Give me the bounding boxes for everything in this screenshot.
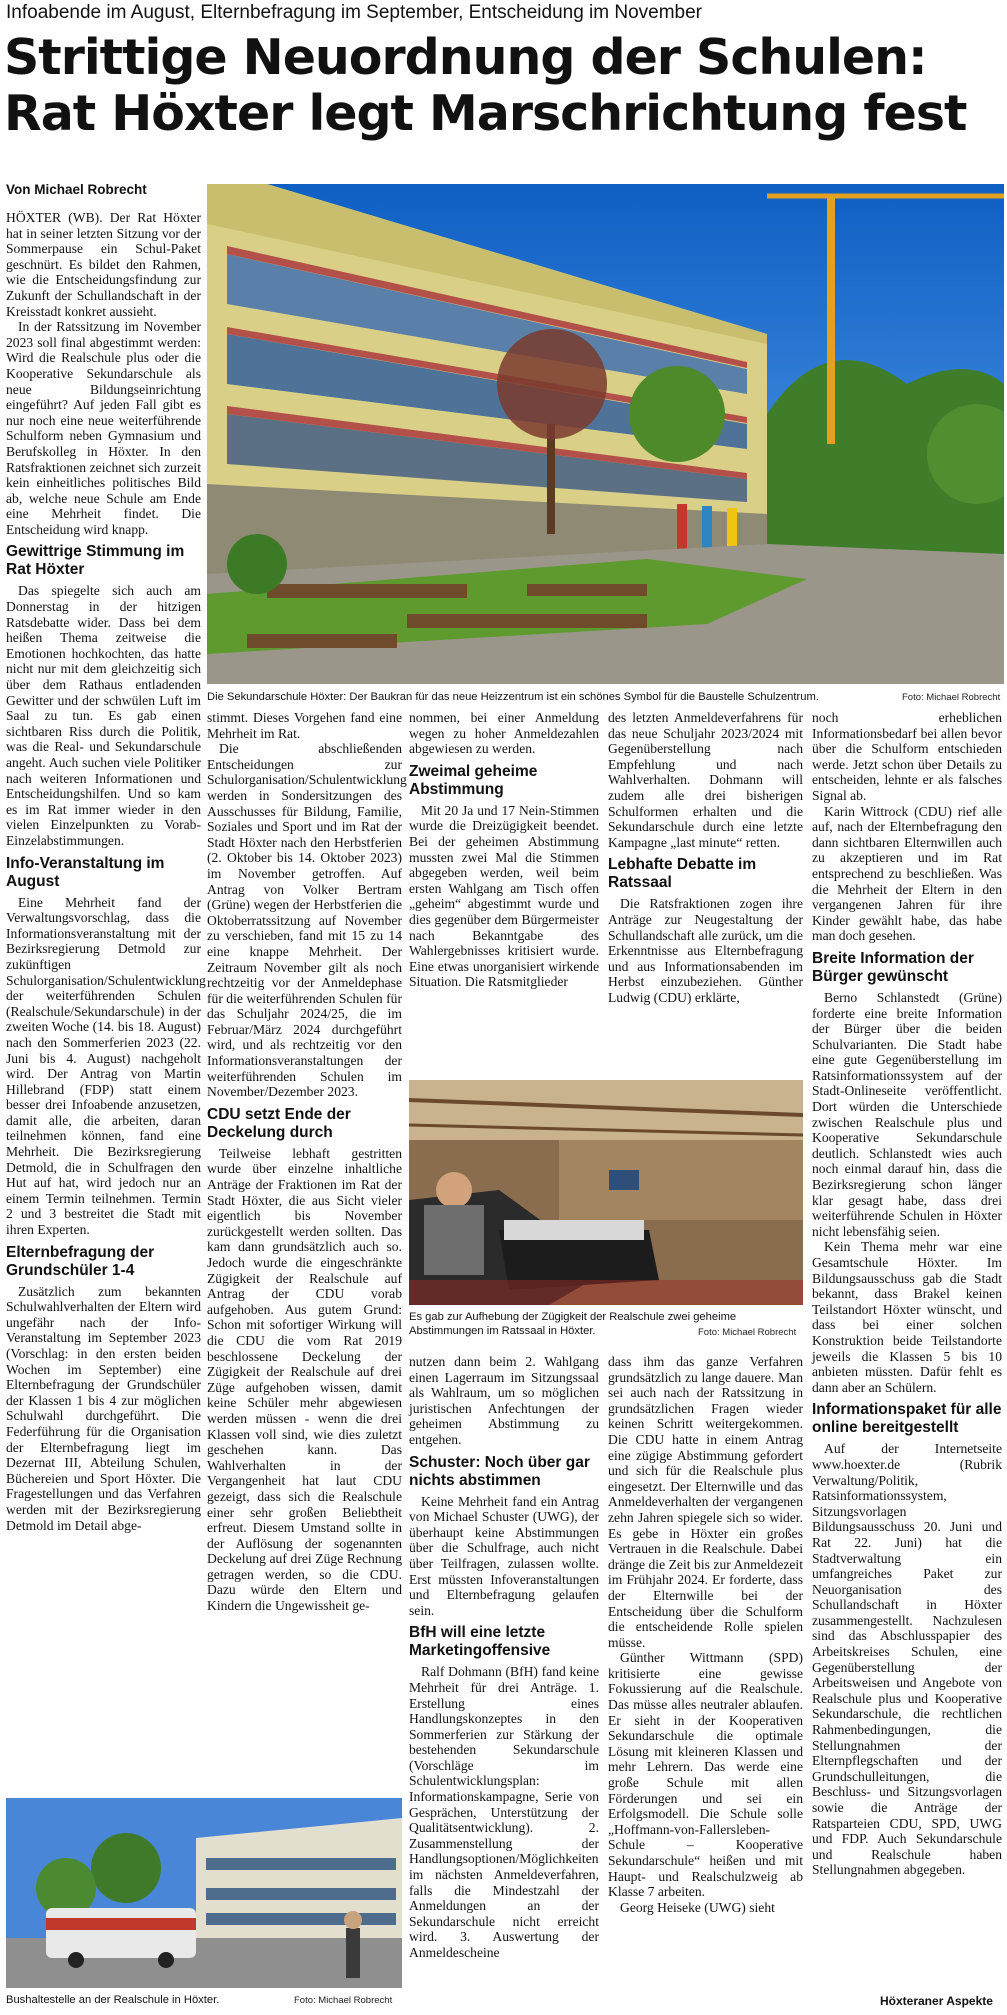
article-column-5 bbox=[812, 710, 1002, 1878]
council-photo-caption: Es gab zur Aufhebung der Zügigkeit der Realschule zwei geheime Abstimmungen im Ratssaal in Höxter. bbox=[409, 1311, 737, 1337]
kicker: Infoabende im August, Elternbefragung im September, Entscheidung im November bbox=[6, 2, 703, 23]
headline-line-2: Rat Höxter legt Marschrichtung fest bbox=[4, 85, 967, 142]
subheading: Informationspaket für alle online bereitgestellt bbox=[812, 1401, 1002, 1437]
paragraph: Günther Wittmann (SPD) kritisierte eine gewisse Fokussierung auf die Realschule. Das müsse alles neutraler ablaufen. Er sieht in der Kooperativen Sekundarschule die optimale Lösung mit kleineren Klassen und mehr Lehrern. Das werde eine große Schule mit allen Förderungen und sei ein Erfolgsmodell. Die Schule solle „Hoffmann-von-Fallersleben-Schule – Kooperative Sekundarschule“ heißen und mit Haupt- und Realschulzweig ab Klasse 7 arbeiten. bbox=[608, 1650, 803, 1900]
council-room-illustration bbox=[409, 1080, 803, 1305]
paragraph: stimmt. Dieses Vorgehen fand eine Mehrheit im Rat. bbox=[207, 710, 402, 741]
paragraph: Kein Thema mehr war eine Gesamtschule Höxter. Im Bildungsausschuss gab die Stadt bekannt, dass Brakel keinen Teilstandort Höxter wünscht, und dass bei einer solchen Konstruktion beide Teilstandorte jeweils die Klassen 5 bis 10 anbieten müssten. Dafür fehlt es dann aber an Schülern. bbox=[812, 1239, 1002, 1395]
paragraph: Eine Mehrheit fand der Verwaltungsvorschlag, dass die Informationsveranstaltung mit der Bezirksregierung Detmold zur zukünftigen Schulorganisation/Schulentwicklung der weiterführenden Schulen (Realschule/Sekundarschule) in der zweiten Woche (14. bis 18. August) nach den Sommerferien 2023 (22. Juni bis 4. August) nachgeholt wird. Der Antrag von Martin Hillebrand (FDP) statt einem besser drei Infoabende anzusetzen, damit alle, die arbeiten, daran teilnehmen können, fand eine Mehrheit. Die Bezirksregierung Detmold, die in Schulfragen den Hut auf hat, wird jedoch nur an einem Termin teilnehmen. Termin 2 und 3 bestreitet die Stadt mit ihren Experten. bbox=[6, 894, 206, 1238]
headline bbox=[4, 30, 1004, 142]
article-column-1 bbox=[6, 210, 206, 1533]
subheading: Breite Information der Bürger gewünscht bbox=[812, 949, 974, 985]
paragraph: nutzen dann beim 2. Wahlgang einen Lagerraum im Sitzungssaal als Wahlraum, um so möglichen juristischen Anfechtungen der geheimen Abstimmung zu entgehen. bbox=[409, 1354, 599, 1447]
paragraph: Auf der Internetseite www.hoexter.de (Rubrik Verwaltung/Politik, Ratsinformationssystem, Sitzungsvorlagen Bildungsausschuss 20. Juni und Rat 22. Juni) hat die Stadtverwaltung ein umfangreiches Paket zur Neuorganisation des Schullandschaft in Höxter zusammengestellt. Nachzulesen sind das Abschlusspapier des Arbeitskreises Schulen, eine Gegenüberstellung der Arbeitsweisen und Angebote von Realschule plus und Kooperative Sekundarschule, die rechtlichen Rahmenbedingungen, die Stellungnahmen der Elternpflegschaften und der Grundschulleitungen, die Beschluss- und Sitzungsvorlagen sowie die Anträge der Ratsparteien CDU, SPD, UWG und FDP. Auch Sekundarschule und Realschule haben Stellungnahmen abgegeben. bbox=[812, 1441, 1002, 1878]
paragraph: noch erheblichen Informationsbedarf bei allen bevor über die Schulform entschieden werde. Jetzt schon über Details zu entscheiden, lehnte er als falsches Signal ab. bbox=[812, 710, 1002, 803]
bus-photo-caption: Bushaltestelle an der Realschule in Höxter. bbox=[6, 1994, 220, 2006]
paragraph: Keine Mehrheit fand ein Antrag von Michael Schuster (UWG), der überhaupt keine Abstimmungen über die Schulfrage, auch nicht über Teilfragen, zulassen wollte. Erst müssten Infoveranstaltungen und Elternbefragung gelaufen sein. bbox=[409, 1493, 599, 1618]
subheading: BfH will eine letzte Marketingoffensive bbox=[409, 1624, 551, 1660]
paragraph: Zusätzlich zum bekannten Schulwahlverhalten der Eltern wird ungefähr nach der Info-Veranstaltung im September 2023 (Vorschlag: in den ersten beiden Wochen im September) eine Elternbefragung der Grundschüler der Klassen 1 bis 4 zur möglichen Schulwahl durchgeführt. Die Federführung für die Organisation der Elternbefragung liegt im Dezernat III, Abteilung Schulen, Büchereien und Sport Höxter. Die Fragestellungen und das Verfahren werden mit der Bezirksregierung Detmold im Detail abge- bbox=[6, 1283, 201, 1533]
main-photo-credit: Foto: Michael Robrecht bbox=[902, 692, 1001, 703]
paragraph: dass ihm das ganze Verfahren grundsätzlich zu lange dauere. Man sei auch nach der Ratssitzung in grundsätzlichen Fragen wieder keinen Schritt weitergekommen. Die CDU hatte in einem Antrag eine zügige Abstimmung gefordert und sich für die Realschule plus eingesetzt. Der Elternwille und das Anmeldeverhalten der vergangenen zehn Jahren spiegele sich so wider. Es gebe in Höxter ein großes Vertrauen in die Realschule. Dabei dränge die Zeit bis zur Anmeldezeit im Frühjahr 2024. Er forderte, dass der Elternwille bei der Entscheidung über die Schulform die entscheidende Rolle spielen müsse. bbox=[608, 1354, 803, 1650]
council-photo-credit: Foto: Michael Robrecht bbox=[698, 1327, 797, 1338]
paragraph: Karin Wittrock (CDU) rief alle auf, nach der Elternbefragung den dann sichtbaren Elternwillen auch zu akzeptieren und im Rat entsprechend zu beschließen. Was die Mehrheit der Eltern in den vergangenen Jahren für ihre Kinder gewählt habe, das habe man doch gesehen. bbox=[812, 803, 1002, 944]
bus-photo bbox=[6, 1798, 402, 1988]
main-photo bbox=[207, 184, 1004, 684]
headline-line-1: Strittige Neuordnung der Schulen: bbox=[4, 29, 927, 86]
paragraph: des letzten Anmeldeverfahrens für das neue Schuljahr 2023/2024 mit Gegenüberstellung nach Empfehlung und nach Wahlverhalten. Dohmann will zudem alle drei bisherigen Schulformen erhalten und die Sekundarschule durch eine letzte Kampagne „last minute“ retten. bbox=[608, 710, 803, 850]
paragraph: Die abschließenden Entscheidungen zur Schulorganisation/Schulentwicklung werden in Sondersitzungen des Ausschusses für Bildung, Familie, Soziales und Sport und im Rat der Stadt Höxter nach den Herbstferien (2. Oktober bis 14. Oktober 2023) im November getroffen. Auf Antrag von Volker Bertram (Grüne) wegen der Herbstferien die Oktoberratssitzung auf November zu verschieben, fand mit 15 zu 14 eine knappe Mehrheit. Der Zeitraum November gilt als noch rechtzeitig vor der Anmeldephase für die weiterführenden Schulen für das Schuljahr 2024/25, die im Februar/März 2024 durchgeführt wird, und als rechtzeitig vor den Informationsveranstaltungen der weiterführenden Schulen im November/Dezember 2023. bbox=[207, 741, 407, 1100]
paragraph: Berno Schlanstedt (Grüne) forderte eine breite Information der Bürger über die beiden Schulvarianten. Die Stadt habe eine gute Gegenüberstellung im Ratsinformationssystem auf der Stadt-Onlineseite veröffentlicht. Dort würden die Unterschiede zwischen Realschule plus und Kooperative Sekundarschule deutlich. Schlanstedt wies auch noch einmal darauf hin, dass die Bezirksregierung schon länger klar gesagt habe, dass drei weiterführende Schulen in Höxter nicht lebensfähig seien. bbox=[812, 989, 1002, 1239]
main-photo-caption: Die Sekundarschule Höxter: Der Baukran für das neue Heizzentrum ist ein schönes Symbol für die Baustelle Schulzentrum. bbox=[207, 691, 819, 703]
paragraph: Teilweise lebhaft gestritten wurde über einzelne inhaltliche Anträge der Fraktionen im Rat der Stadt Höxter, die aus Sicht vieler eigentlich bis November zurückgestellt werden sollten. Das kam dann grundsätzlich auch so. Jedoch wurde die eingeschränkte Zügigkeit der Realschule auf Antrag der CDU vorab aufgehoben. Aus gutem Grund: Schon mit sofortiger Wirkung will die CDU die vom Rat 2019 beschlossene Deckelung der Zügigkeit der Realschule auf drei Züge aufgehoben wissen, damit keine Schüler mehr abgewiesen werden müssen - wenn die drei Klassen voll sind, wie dies zuletzt geschehen kann. Das Wahlverhalten in der Vergangenheit hat laut CDU gezeigt, dass sich die Realschule einer sehr großen Beliebtheit erfreut. Diesem Umstand sollte in der Auflösung der sogenannten Deckelung auf drei Züge Rechnung getragen werden, so die CDU. Dazu würde den Eltern und Kindern die Ungewissheit ge- bbox=[207, 1145, 402, 1614]
byline: Von Michael Robrecht bbox=[6, 182, 147, 197]
subheading: Schuster: Noch über gar nichts abstimmen bbox=[409, 1453, 590, 1489]
article-column-4-bottom bbox=[608, 1354, 803, 1915]
subheading: Zweimal geheime Abstimmung bbox=[409, 762, 538, 798]
paragraph: In der Ratssitzung im November 2023 soll final abgestimmt werden: Wird die Realschule plus oder die Kooperative Sekundarschule als neue Bildungseinrichtung eingeführt? Auf jeden Fall gibt es nur noch eine neue weiterführende Schulform neben Gymnasium und Berufskolleg in Höxter. In den Ratsfraktionen zeichnet sich zurzeit kein einheitliches politisches Bild ab, welche neue Schule am Ende eine Mehrheit findet. Die Entscheidung wird knapp. bbox=[6, 319, 201, 537]
subheading: Lebhafte Debatte im Ratssaal bbox=[608, 856, 757, 892]
paragraph: Die Ratsfraktionen zogen ihre Anträge zur Neugestaltung der Schullandschaft alle zurück, um die Erkenntnisse aus Elternbefragung und aus Informationsabenden im Herbst einzubeziehen. Günther Ludwig (CDU) erklärte, bbox=[608, 896, 803, 1005]
article-column-3-bottom bbox=[409, 1354, 599, 1961]
article-column-4-top bbox=[608, 710, 803, 1006]
subheading: Elternbefragung der Grundschüler 1-4 bbox=[6, 1243, 155, 1279]
school-building-illustration bbox=[207, 184, 1004, 684]
section-signature: Höxteraner Aspekte bbox=[880, 1994, 993, 2008]
bus-photo-credit: Foto: Michael Robrecht bbox=[294, 1995, 393, 2006]
council-photo bbox=[409, 1080, 803, 1305]
subheading: Info-Veranstaltung im August bbox=[6, 854, 165, 890]
bus-stop-illustration bbox=[6, 1798, 402, 1988]
paragraph: nommen, bei einer Anmeldung wegen zu hoher Anmeldezahlen abgewiesen zu werden. bbox=[409, 710, 599, 757]
paragraph: Das spiegelte sich auch am Donnerstag in der hitzigen Ratsdebatte wider. Dass bei dem heißen Thema zeitweise die Emotionen hochkochten, das hatte nicht nur mit dem gleichzeitig sich über dem Rathaus entladenden Gewitter und der schwülen Luft im Saal zu tun. Es gab einen sichtbaren Riss durch die Politik, was die Real- und Sekundarschule angeht. Auch suchen viele Politiker nach weiteren Informationen und Entscheidungshilfen. Und so kam es im Rat immer wieder in den vielen Einzelpunkten zu Vorab-Einzelabstimmungen. bbox=[6, 583, 201, 848]
article-column-3-top bbox=[409, 710, 599, 990]
subheading: Gewittrige Stimmung im Rat Höxter bbox=[6, 543, 185, 579]
paragraph: HÖXTER (WB). Der Rat Höxter hat in seiner letzten Sitzung vor der Sommerpause ein Schul-Paket geschnürt. Es bildet den Rahmen, wie die Entscheidungsfindung zur Zukunft der Schullandschaft in der Kreisstadt konkret aussieht. bbox=[6, 210, 201, 319]
paragraph: Mit 20 Ja und 17 Nein-Stimmen wurde die Dreizügigkeit beendet. Bei der geheimen Abstimmung mussten zwei Mal die Stimmen abgegeben werden, weil beim ersten Wahlgang am Tisch offen „geheim“ abgestimmt wurde und dies gegenüber dem Bürgermeister nach Bekanntgabe des Wahlergebnisses kritisiert wurde. Eine etwas unorganisiert wirkende Situation. Die Ratsmitglieder bbox=[409, 802, 599, 990]
paragraph: Georg Heiseke (UWG) sieht bbox=[620, 1899, 775, 1915]
subheading: CDU setzt Ende der Deckelung durch bbox=[207, 1105, 351, 1141]
article-column-2 bbox=[207, 710, 407, 1614]
paragraph: Ralf Dohmann (BfH) fand keine Mehrheit für drei Anträge. 1. Erstellung eines Handlungskonzeptes in den Sommerferien zur Stärkung der bestehenden Sekundarschule (Vorschläge im Schulentwicklungsplan: Informationskampagne, Serie von Gesprächen, Unterstützung der Qualitätsentwicklung). 2. Zusammenstellung der Handlungsoptionen/Möglichkeiten im nächsten Anmeldeverfahren, falls die Mindestzahl der Anmeldungen an der Sekundarschule nicht erreicht wird. 3. Auswertung der Anmeldescheine bbox=[409, 1664, 599, 1960]
